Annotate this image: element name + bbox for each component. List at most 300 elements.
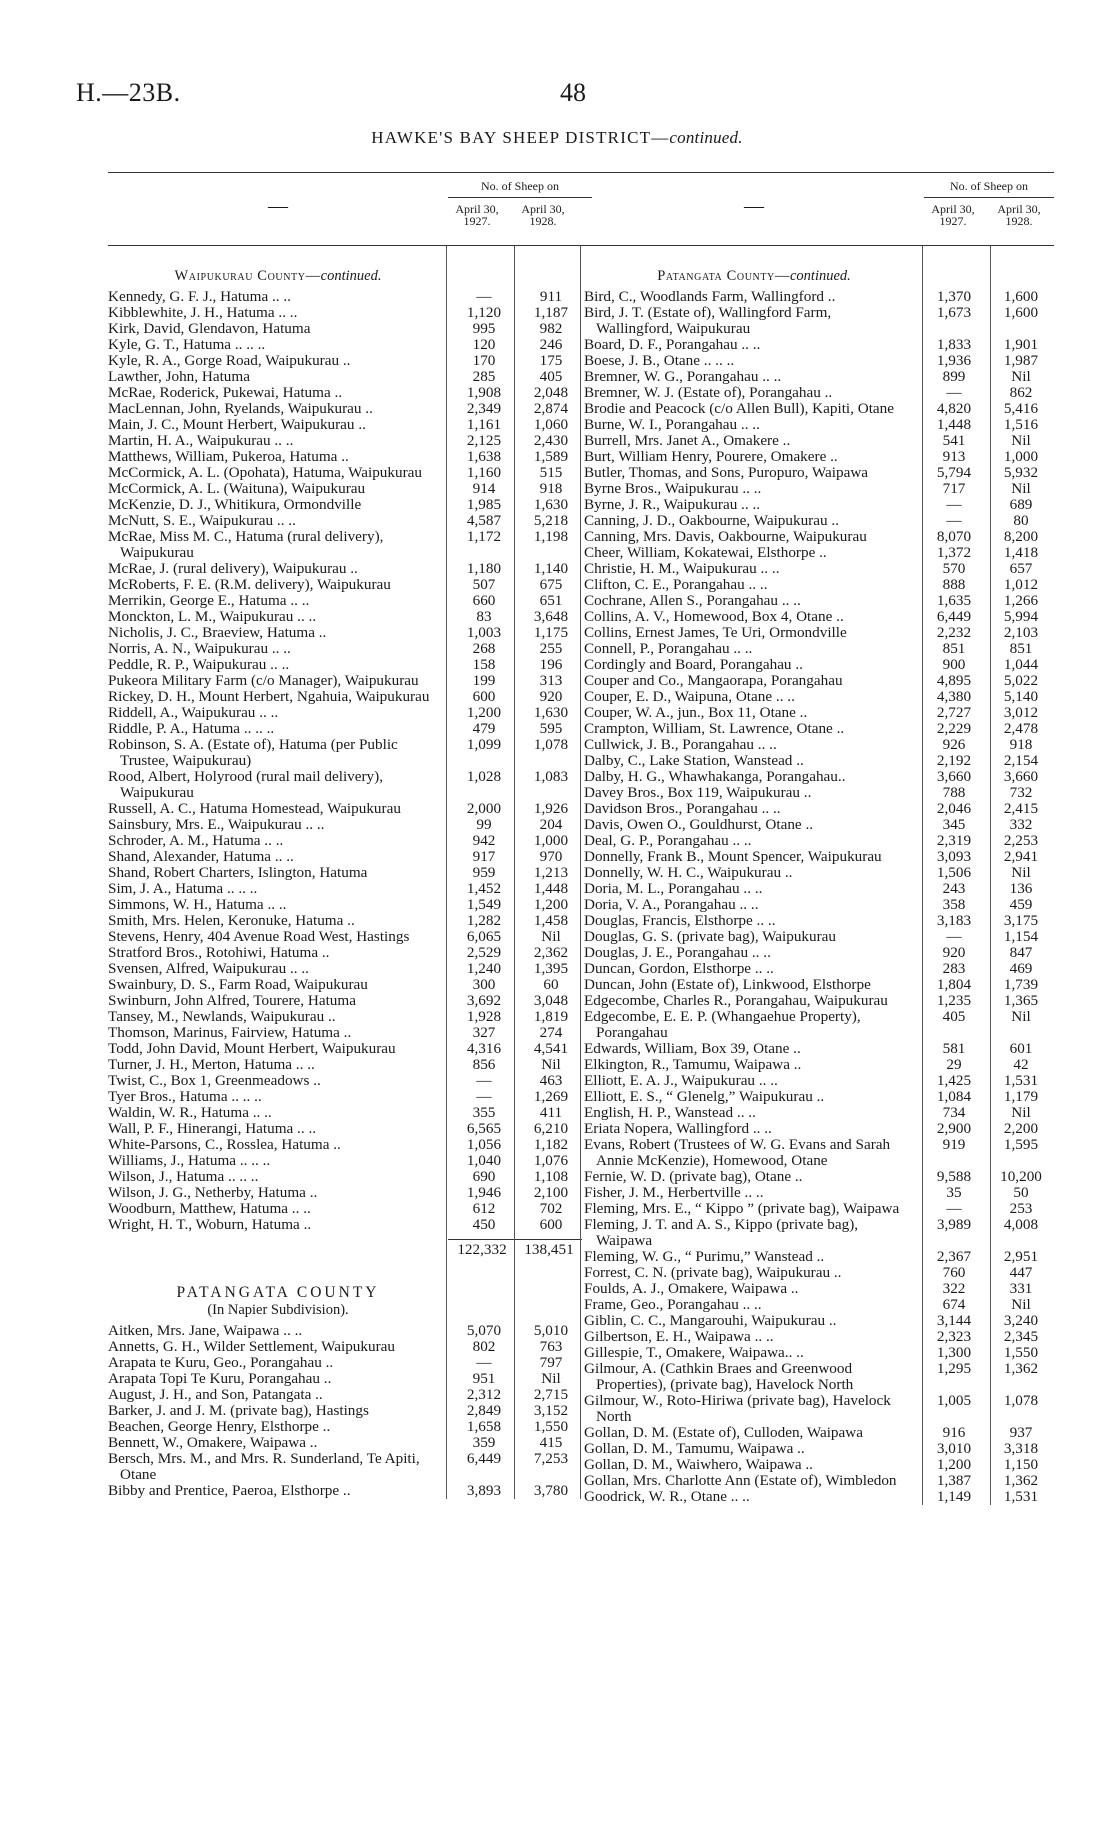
owner-name: Davidson Bros., Porangahau .. ..: [584, 800, 781, 817]
sheep-1927: 6,065: [466, 928, 502, 945]
owner-name: Couper and Co., Mangaorapa, Porangahau: [584, 672, 843, 689]
sheep-1928: 5,022: [1003, 672, 1039, 689]
sheep-1928: 1,365: [1003, 992, 1039, 1009]
sheep-1928: 204: [539, 816, 563, 833]
table-row: [584, 1009, 1054, 1041]
owner-name: Davis, Owen O., Gouldhurst, Otane ..: [584, 816, 814, 833]
sheep-1928: 1,901: [1003, 336, 1039, 353]
sheep-1927: 5,070: [466, 1322, 502, 1339]
table-row: [108, 561, 592, 577]
sheep-1927: —: [476, 1072, 492, 1089]
sheep-1927: 600: [472, 688, 496, 705]
sheep-1927: 1,149: [936, 1488, 972, 1505]
sheep-1927: 1,425: [936, 1072, 972, 1089]
sheep-1928: 937: [1009, 1424, 1033, 1441]
table-row: [584, 625, 1054, 641]
sheep-1927: 4,587: [466, 512, 502, 529]
table-row: [584, 673, 1054, 689]
owner-name: Couper, W. A., jun., Box 11, Otane ..: [584, 704, 808, 721]
sheep-1927: 3,144: [936, 1312, 972, 1329]
table-row: [584, 561, 1054, 577]
sheep-1927: 4,380: [936, 688, 972, 705]
sheep-1928: 920: [539, 688, 563, 705]
sheep-1927: 2,000: [466, 800, 502, 817]
table-row: [584, 449, 1054, 465]
header-1927: April 30, 1927.: [455, 202, 499, 228]
owner-name: Stratford Bros., Rotohiwi, Hatuma ..: [108, 944, 330, 961]
owner-name: Kibblewhite, J. H., Hatuma .. ..: [108, 304, 298, 321]
owner-name: Monckton, L. M., Waipukurau .. ..: [108, 608, 317, 625]
table-row: [108, 673, 592, 689]
header-1928: April 30, 1928.: [521, 202, 565, 228]
owner-name: Waldin, W. R., Hatuma .. ..: [108, 1104, 272, 1121]
sheep-1928: 601: [1009, 1040, 1033, 1057]
table-row: [584, 977, 1054, 993]
owner-name: Gollan, D. M. (Estate of), Culloden, Waipawa: [584, 1424, 863, 1441]
page-number: 48: [560, 78, 586, 107]
owner-name: Nicholis, J. C., Braeview, Hatuma ..: [108, 624, 327, 641]
sheep-1928: Nil: [1011, 432, 1031, 449]
table-row: [108, 721, 592, 737]
sheep-1927: 1,172: [466, 528, 502, 545]
sheep-1928: 2,100: [533, 1184, 569, 1201]
sheep-1927: 2,849: [466, 1402, 502, 1419]
table-row: [108, 1137, 592, 1153]
owner-name: Wall, P. F., Hinerangi, Hatuma .. ..: [108, 1120, 317, 1137]
sheep-1928: Nil: [541, 928, 561, 945]
sheep-1928: 332: [1009, 816, 1033, 833]
sheep-1928: 2,253: [1003, 832, 1039, 849]
owner-name: Main, J. C., Mount Herbert, Waipukurau ..: [108, 416, 366, 433]
table-row: [584, 1201, 1054, 1217]
table-row: [584, 609, 1054, 625]
owner-name: Collins, Ernest James, Te Uri, Ormondville: [584, 624, 847, 641]
table-row: [584, 577, 1054, 593]
sheep-1928: Nil: [541, 1370, 561, 1387]
owner-name: Swainbury, D. S., Farm Road, Waipukurau: [108, 976, 368, 993]
sheep-1928: 463: [539, 1072, 563, 1089]
owner-name: Bird, J. T. (Estate of), Wallingford Farm, Wallingford, Waipukurau: [584, 304, 832, 337]
table-row: [108, 993, 592, 1009]
sheep-1928: 8,200: [1003, 528, 1039, 545]
sheep-1927: 4,820: [936, 400, 972, 417]
owner-name: Butler, Thomas, and Sons, Puropuro, Waipawa: [584, 464, 869, 481]
table-row: [584, 513, 1054, 529]
owner-name: Barker, J. and J. M. (private bag), Hastings: [108, 1402, 369, 1419]
sheep-1927: 158: [472, 656, 496, 673]
owner-name: Simmons, W. H., Hatuma .. ..: [108, 896, 287, 913]
sheep-1928: 732: [1009, 784, 1033, 801]
sheep-1928: 2,478: [1003, 720, 1039, 737]
sheep-1927: 2,125: [466, 432, 502, 449]
sheep-1927: 856: [472, 1056, 496, 1073]
sheep-1927: 581: [942, 1040, 966, 1057]
sheep-1928: 2,430: [533, 432, 569, 449]
sheep-1928: 255: [539, 640, 563, 657]
sheep-1928: 2,941: [1003, 848, 1039, 865]
owner-name: Elkington, R., Tamumu, Waipawa ..: [584, 1056, 802, 1073]
owner-name: Fernie, W. D. (private bag), Otane ..: [584, 1168, 803, 1185]
owner-name: Davey Bros., Box 119, Waipukurau ..: [584, 784, 812, 801]
table-row: [108, 1217, 592, 1233]
sheep-1927: 327: [472, 1024, 496, 1041]
table-row: [584, 289, 1054, 305]
table-row: [584, 1329, 1054, 1345]
sheep-1928: 2,715: [533, 1386, 569, 1403]
sheep-1927: 2,367: [936, 1248, 972, 1265]
sheep-1927: 570: [942, 560, 966, 577]
table-row: [108, 1435, 592, 1451]
table-row: [584, 1057, 1054, 1073]
sheep-1927: 2,312: [466, 1386, 502, 1403]
sheep-1928: 702: [539, 1200, 563, 1217]
table-row: [108, 961, 592, 977]
sheep-1928: 246: [539, 336, 563, 353]
sheep-1927: 760: [942, 1264, 966, 1281]
sheep-1927: 1,638: [466, 448, 502, 465]
sheep-1928: 5,994: [1003, 608, 1039, 625]
sheep-1927: 926: [942, 736, 966, 753]
owner-name: Bibby and Prentice, Paeroa, Elsthorpe ..: [108, 1482, 351, 1499]
sheep-1927: 479: [472, 720, 496, 737]
table-row: [584, 1073, 1054, 1089]
sheep-1928: 331: [1009, 1280, 1033, 1297]
sheep-1928: 459: [1009, 896, 1033, 913]
sheep-1927: 1,833: [936, 336, 972, 353]
owner-name: Edgecombe, Charles R., Porangahau, Waipukurau: [584, 992, 888, 1009]
sheep-1928: 1,266: [1003, 592, 1039, 609]
owner-name: Peddle, R. P., Waipukurau .. ..: [108, 656, 290, 673]
table-row: [108, 705, 592, 721]
header-1928: April 30, 1928.: [997, 202, 1041, 228]
table-row: [584, 737, 1054, 753]
table-row: [584, 961, 1054, 977]
sheep-1928: 1,516: [1003, 416, 1039, 433]
table-row: [584, 353, 1054, 369]
sheep-1927: 8,070: [936, 528, 972, 545]
table-row: [584, 1185, 1054, 1201]
table-row: [108, 913, 592, 929]
column-header: [584, 172, 1054, 246]
name-column-header: —: [744, 195, 764, 217]
table-row: [584, 337, 1054, 353]
sheep-1927: 1,985: [466, 496, 502, 513]
owner-name: Gollan, Mrs. Charlotte Ann (Estate of), Wimbledon: [584, 1472, 897, 1489]
sheep-1928: 5,416: [1003, 400, 1039, 417]
owner-name: Wright, H. T., Woburn, Hatuma ..: [108, 1216, 312, 1233]
table-row: [108, 481, 592, 497]
sheep-1928: 136: [1009, 880, 1033, 897]
sheep-1928: 847: [1009, 944, 1033, 961]
sheep-1928: 10,200: [1000, 1168, 1042, 1185]
sheep-1928: 600: [539, 1216, 563, 1233]
sheep-1928: 1,179: [1003, 1088, 1039, 1105]
sheep-1928: 1,987: [1003, 352, 1039, 369]
row-list: [108, 1323, 592, 1499]
table-row: [108, 1201, 592, 1217]
owner-name: Cheer, William, Kokatewai, Elsthorpe ..: [584, 544, 827, 561]
sheep-1928: 1,198: [533, 528, 569, 545]
sheep-1927: 541: [942, 432, 966, 449]
table-row: [108, 321, 592, 337]
sheep-1928: 411: [539, 1104, 563, 1121]
sheep-1927: 2,192: [936, 752, 972, 769]
sheep-1927: 1,120: [466, 304, 502, 321]
owner-name: Forrest, C. N. (private bag), Waipukurau ..: [584, 1264, 842, 1281]
sheep-1927: 1,372: [936, 544, 972, 561]
table-row: [584, 785, 1054, 801]
table-row: [584, 1281, 1054, 1297]
table-row: [108, 369, 592, 385]
sheep-1928: Nil: [1011, 1296, 1031, 1313]
owner-name: Canning, Mrs. Davis, Oakbourne, Waipukurau: [584, 528, 867, 545]
table-row: [108, 577, 592, 593]
sheep-1928: 5,140: [1003, 688, 1039, 705]
owner-name: Couper, E. D., Waipuna, Otane .. ..: [584, 688, 795, 705]
table-row: [584, 993, 1054, 1009]
sheep-1928: 447: [1009, 1264, 1033, 1281]
sheep-1928: 2,345: [1003, 1328, 1039, 1345]
sheep-1927: 612: [472, 1200, 496, 1217]
sheep-1927: 920: [942, 944, 966, 961]
sheep-1928: 1,600: [1003, 304, 1039, 321]
owner-name: Schroder, A. M., Hatuma .. ..: [108, 832, 284, 849]
table-row: [108, 529, 592, 561]
table-row: [108, 1451, 592, 1483]
table-row: [108, 865, 592, 881]
sheep-1927: 1,161: [466, 416, 502, 433]
owner-name: Norris, A. N., Waipukurau .. ..: [108, 640, 291, 657]
owner-name: Todd, John David, Mount Herbert, Waipukurau: [108, 1040, 396, 1057]
table-row: [584, 417, 1054, 433]
sheep-1928: 2,362: [533, 944, 569, 961]
table-row: [108, 1339, 592, 1355]
sheep-1927: —: [946, 384, 962, 401]
table-row: [584, 913, 1054, 929]
owner-name: Woodburn, Matthew, Hatuma .. ..: [108, 1200, 311, 1217]
table-row: [108, 1169, 592, 1185]
sheep-1927: 1,295: [936, 1360, 972, 1377]
sheep-1928: 4,541: [533, 1040, 569, 1057]
table-row: [584, 433, 1054, 449]
sheep-1927: 1,282: [466, 912, 502, 929]
table-row: [584, 1473, 1054, 1489]
table-row: [108, 1185, 592, 1201]
sheep-1928: 595: [539, 720, 563, 737]
column-header: [108, 172, 592, 246]
owner-name: Clifton, C. E., Porangahau .. ..: [584, 576, 768, 593]
table-row: [108, 417, 592, 433]
sheep-1928: 1,083: [533, 768, 569, 785]
sheep-1927: 3,183: [936, 912, 972, 929]
sheep-1927: 1,804: [936, 976, 972, 993]
sheep-1928: 5,010: [533, 1322, 569, 1339]
owner-name: Smith, Mrs. Helen, Keronuke, Hatuma ..: [108, 912, 355, 929]
owner-name: Gillespie, T., Omakere, Waipawa.. ..: [584, 1344, 804, 1361]
sheep-1928: 469: [1009, 960, 1033, 977]
owner-name: Sim, J. A., Hatuma .. .. ..: [108, 880, 258, 897]
sheep-1928: Nil: [1011, 480, 1031, 497]
owner-name: Evans, Robert (Trustees of W. G. Evans and Sarah Annie McKenzie), Homewood, Otane: [584, 1136, 891, 1169]
table-row: [584, 865, 1054, 881]
owner-name: Kyle, G. T., Hatuma .. .. ..: [108, 336, 266, 353]
sheep-1927: —: [946, 496, 962, 513]
owner-name: Dalby, H. G., Whawhakanga, Porangahau..: [584, 768, 846, 785]
sheep-1927: 1,028: [466, 768, 502, 785]
table-row: [584, 817, 1054, 833]
sheep-1927: —: [946, 928, 962, 945]
table-row: [584, 1361, 1054, 1393]
owner-name: Byrne, J. R., Waipukurau .. ..: [584, 496, 761, 513]
sheep-1927: 1,005: [936, 1392, 972, 1409]
owner-name: Boese, J. B., Otane .. .. ..: [584, 352, 735, 369]
sheep-1928: 2,951: [1003, 1248, 1039, 1265]
sheep-1928: 2,874: [533, 400, 569, 417]
owner-name: Elliott, E. S., “ Glenelg,” Waipukurau ..: [584, 1088, 825, 1105]
table-row: [584, 833, 1054, 849]
sheep-1927: 1,099: [466, 736, 502, 753]
table-row: [584, 929, 1054, 945]
owner-name: Goodrick, W. R., Otane .. ..: [584, 1488, 750, 1505]
sheep-1928: 3,318: [1003, 1440, 1039, 1457]
sheep-1927: 1,908: [466, 384, 502, 401]
table-row: [584, 705, 1054, 721]
sheep-1927: 1,240: [466, 960, 502, 977]
sheep-1927: 1,084: [936, 1088, 972, 1105]
table-row: [584, 593, 1054, 609]
owner-name: Kyle, R. A., Gorge Road, Waipukurau ..: [108, 352, 351, 369]
table-row: [108, 1483, 592, 1499]
section-heading: Patangata County—continued.: [657, 268, 851, 284]
sheep-1928: 1,200: [533, 896, 569, 913]
owner-name: Russell, A. C., Hatuma Homestead, Waipukurau: [108, 800, 401, 817]
table-row: [584, 481, 1054, 497]
sheep-1927: 4,895: [936, 672, 972, 689]
table-row: [584, 769, 1054, 785]
table-row: [108, 801, 592, 817]
sheep-1928: 313: [539, 672, 563, 689]
table-row: [108, 1073, 592, 1089]
sheep-1928: 42: [1013, 1056, 1029, 1073]
sheep-1928: 1,819: [533, 1008, 569, 1025]
sheep-1927: 3,660: [936, 768, 972, 785]
section-subheading: (In Napier Subdivision).: [207, 1302, 349, 1318]
owner-name: Eriata Nopera, Wallingford .. ..: [584, 1120, 772, 1137]
sheep-1928: 1,926: [533, 800, 569, 817]
owner-name: Gilmour, A. (Cathkin Braes and Greenwood Properties), (private bag), Havelock North: [584, 1360, 854, 1393]
sheep-1927: 717: [942, 480, 966, 497]
owner-name: Williams, J., Hatuma .. .. ..: [108, 1152, 271, 1169]
sheep-1928: 4,008: [1003, 1216, 1039, 1233]
owner-name: English, H. P., Wanstead .. ..: [584, 1104, 756, 1121]
sheep-1928: 675: [539, 576, 563, 593]
table-row: [108, 465, 592, 481]
sheep-1927: 917: [472, 848, 496, 865]
owner-name: Rickey, D. H., Mount Herbert, Ngahuia, Waipukurau: [108, 688, 430, 705]
sheep-1927: 35: [946, 1184, 962, 1201]
owner-name: McRae, J. (rural delivery), Waipukurau ..: [108, 560, 358, 577]
sheep-1927: 2,232: [936, 624, 972, 641]
sheep-1927: 300: [472, 976, 496, 993]
owner-name: Doria, M. L., Porangahau .. ..: [584, 880, 763, 897]
table-row: [108, 929, 592, 945]
sheep-1927: 916: [942, 1424, 966, 1441]
sheep-1928: 1,550: [1003, 1344, 1039, 1361]
sheep-1928: Nil: [1011, 1104, 1031, 1121]
table-row: [108, 513, 592, 529]
owner-name: McRae, Miss M. C., Hatuma (rural delivery), Waipukurau: [108, 528, 384, 561]
sheep-1928: 982: [539, 320, 563, 337]
sheep-1927: 1,056: [466, 1136, 502, 1153]
table-row: [108, 897, 592, 913]
page-title: [0, 128, 1114, 148]
sheep-1928: 253: [1009, 1200, 1033, 1217]
owner-name: Kirk, David, Glendavon, Hatuma: [108, 320, 311, 337]
sheep-1928: 1,182: [533, 1136, 569, 1153]
owner-name: Edgecombe, E. E. P. (Whangaehue Property), Porangahau: [584, 1008, 861, 1041]
sheep-1928: 50: [1013, 1184, 1029, 1201]
table-row: [584, 689, 1054, 705]
owner-name: Lawther, John, Hatuma: [108, 368, 250, 385]
owner-name: Tyer Bros., Hatuma .. .. ..: [108, 1088, 262, 1105]
sheep-1927: 2,229: [936, 720, 972, 737]
owner-name: Beachen, George Henry, Elsthorpe ..: [108, 1418, 331, 1435]
table-row: [108, 1009, 592, 1025]
sheep-1927: 1,936: [936, 352, 972, 369]
table-row: [108, 305, 592, 321]
sheep-1927: 268: [472, 640, 496, 657]
table-row: [108, 1355, 592, 1371]
sheep-1928: 3,648: [533, 608, 569, 625]
table-row: [108, 977, 592, 993]
sheep-1928: 80: [1013, 512, 1029, 529]
sheep-1928: 651: [539, 592, 563, 609]
table-row: [108, 625, 592, 641]
table-row: [584, 1313, 1054, 1329]
owner-name: Gollan, D. M., Tamumu, Waipawa ..: [584, 1440, 805, 1457]
sheep-1927: —: [476, 1088, 492, 1105]
sheep-1927: 1,160: [466, 464, 502, 481]
sheep-1928: 1,012: [1003, 576, 1039, 593]
table-row: [108, 1041, 592, 1057]
owner-name: Elliott, E. A. J., Waipukurau .. ..: [584, 1072, 778, 1089]
sheep-1927: 913: [942, 448, 966, 465]
sheep-1928: 657: [1009, 560, 1033, 577]
sheep-1928: 1,600: [1003, 288, 1039, 305]
table-row: [584, 1265, 1054, 1281]
sheep-count-group-header: No. of Sheep on: [950, 179, 1028, 193]
table-row: [108, 737, 592, 769]
sheep-1927: 919: [942, 1136, 966, 1153]
owner-name: Brodie and Peacock (c/o Allen Bull), Kapiti, Otane: [584, 400, 894, 417]
owner-name: Aitken, Mrs. Jane, Waipawa .. ..: [108, 1322, 303, 1339]
owner-name: Kennedy, G. F. J., Hatuma .. ..: [108, 288, 291, 305]
sheep-1928: 1,060: [533, 416, 569, 433]
owner-name: Matthews, William, Pukeroa, Hatuma ..: [108, 448, 349, 465]
owner-name: Canning, J. D., Oakbourne, Waipukurau ..: [584, 512, 839, 529]
table-row: [108, 769, 592, 801]
owner-name: Donnelly, W. H. C., Waipukurau ..: [584, 864, 793, 881]
sheep-1927: 405: [942, 1008, 966, 1025]
table-row: [108, 433, 592, 449]
sheep-1928: Nil: [1011, 1008, 1031, 1025]
table-row: [108, 641, 592, 657]
table-row: [584, 369, 1054, 385]
left-column: [108, 172, 592, 1499]
sheep-1927: 2,323: [936, 1328, 972, 1345]
section-heading: PATANGATA COUNTY: [176, 1284, 380, 1301]
table-row: [108, 1403, 592, 1419]
